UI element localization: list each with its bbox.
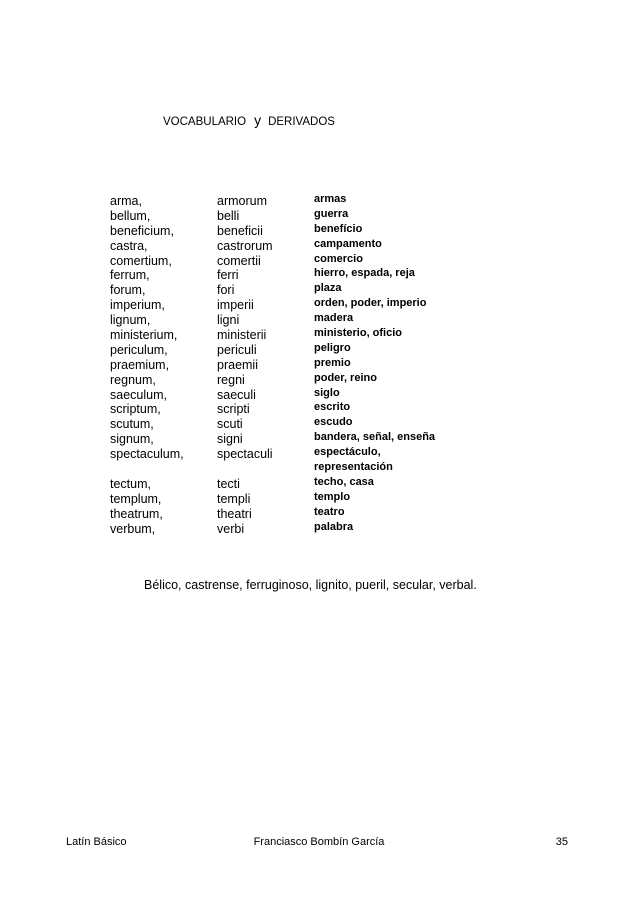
title-vocabulario: VOCABULARIO [163,116,247,128]
meaning-text: escrito [314,401,351,414]
meaning-text: guerra [314,207,349,220]
vocabulary-row [110,417,510,432]
latin-genitive: castrorum [217,238,273,253]
vocabulary-row [110,522,510,537]
meaning-text: poder, reino [314,371,377,384]
latin-nominative: bellum, [110,208,151,223]
latin-nominative: scutum, [110,417,154,432]
vocabulary-row [110,492,510,507]
meaning-text: benefício [314,222,363,235]
latin-nominative: lignum, [110,313,151,328]
spanish-meaning [314,356,351,371]
page-footer [0,836,638,852]
latin-nominative: tectum, [110,477,151,492]
spanish-meaning [314,311,353,326]
latin-genitive: theatri [217,506,252,521]
latin-nominative: praemium, [110,357,170,372]
latin-genitive: ministerii [217,328,267,343]
spanish-meaning [314,192,346,207]
meaning-text: campamento [314,237,382,250]
vocabulary-row [110,447,510,477]
latin-nominative: forum, [110,283,146,298]
latin-nominative: arma, [110,194,142,208]
page-number: 35 [555,836,568,848]
latin-genitive: scuti [217,417,243,432]
title-derivados: DERIVADOS [268,116,335,128]
latin-genitive: scripti [217,402,250,417]
vocabulary-row [110,298,510,313]
meaning-text: siglo [314,386,340,399]
latin-genitive: verbi [217,521,245,536]
latin-nominative: ministerium, [110,328,178,343]
vocabulary-row [110,313,510,328]
latin-nominative: castra, [110,238,148,253]
meaning-text: peligro [314,341,351,354]
spanish-meaning [314,400,350,415]
latin-nominative: beneficium, [110,223,174,238]
vocabulary-row [110,402,510,417]
title-y: y [254,112,262,128]
latin-genitive: periculi [217,342,257,357]
vocabulary-row [110,343,510,358]
vocabulary-row [110,328,510,343]
latin-genitive: saeculi [217,387,256,402]
latin-genitive: praemii [217,357,258,372]
latin-genitive: armorum [217,194,268,208]
vocabulary-row [110,268,510,283]
meaning-text: madera [314,312,354,325]
meaning-text: espectáculo, [314,446,381,459]
latin-nominative: verbum, [110,521,156,536]
latin-genitive: spectaculi [217,447,273,462]
spanish-meaning [314,371,377,386]
latin-nominative: scriptum, [110,402,161,417]
latin-genitive: comertii [217,253,261,268]
latin-genitive: tecti [217,477,240,492]
vocabulary-row [110,224,510,239]
latin-genitive: ligni [217,313,240,328]
meaning-text: palabra [314,520,354,533]
spanish-meaning [314,266,415,281]
latin-genitive: ferri [217,268,239,283]
vocabulary-row [110,388,510,403]
spanish-meaning [314,475,374,490]
spanish-meaning [314,505,345,520]
vocabulary-row [110,239,510,254]
vocabulary-row [110,432,510,447]
latin-nominative: periculum, [110,342,168,357]
latin-nominative: saeculum, [110,387,167,402]
spanish-meaning [314,252,363,267]
meaning-text: premio [314,356,351,369]
latin-genitive: imperii [217,298,254,313]
meaning-text: templo [314,491,351,504]
vocabulary-row [110,283,510,298]
meaning-text: techo, casa [314,476,374,489]
latin-genitive: regni [217,372,245,387]
vocabulary-row [110,254,510,269]
spanish-meaning [314,237,382,252]
meaning-text: ministerio, oficio [314,327,403,340]
latin-genitive: templi [217,492,251,507]
vocabulary-list [110,194,510,537]
latin-nominative: regnum, [110,372,156,387]
spanish-meaning [314,341,351,356]
spanish-meaning [314,326,402,341]
vocabulary-row [110,373,510,388]
meaning-text: hierro, espada, reja [314,267,415,280]
vocabulary-row [110,194,510,209]
meaning-text: orden, poder, imperio [314,297,427,310]
spanish-meaning [314,386,340,401]
latin-nominative: imperium, [110,298,165,313]
meaning-text: comercio [314,252,363,265]
vocabulary-row [110,209,510,224]
spanish-meaning [314,415,353,430]
spanish-meaning [314,430,435,445]
page-title [163,112,335,128]
latin-genitive: beneficii [217,223,263,238]
derivatives-line: Bélico, castrense, ferruginoso, lignito, pueril, secular, verbal. [144,578,477,592]
spanish-meaning [314,222,362,237]
spanish-meaning [314,207,348,222]
footer-book-title: Latín Básico [66,836,127,848]
meaning-text: escudo [314,416,353,429]
latin-nominative: theatrum, [110,506,163,521]
spanish-meaning [314,445,393,475]
latin-nominative: ferrum, [110,268,150,283]
latin-genitive: signi [217,432,243,447]
latin-genitive: fori [217,283,235,298]
latin-nominative: comertium, [110,253,172,268]
footer-author: Franciasco Bombín García [253,836,385,848]
meaning-text: teatro [314,505,345,518]
latin-genitive: belli [217,208,240,223]
vocabulary-row [110,358,510,373]
spanish-meaning [314,490,350,505]
meaning-text: plaza [314,282,342,295]
meaning-text: armas [314,193,347,205]
spanish-meaning [314,281,342,296]
latin-nominative: templum, [110,492,162,507]
spanish-meaning [314,520,353,535]
meaning-text: bandera, señal, enseña [314,431,436,444]
spanish-meaning [314,296,426,311]
meaning-text-continued: representación [314,461,393,474]
latin-nominative: spectaculum, [110,447,184,462]
latin-nominative: signum, [110,432,154,447]
vocabulary-row [110,507,510,522]
vocabulary-row [110,477,510,492]
